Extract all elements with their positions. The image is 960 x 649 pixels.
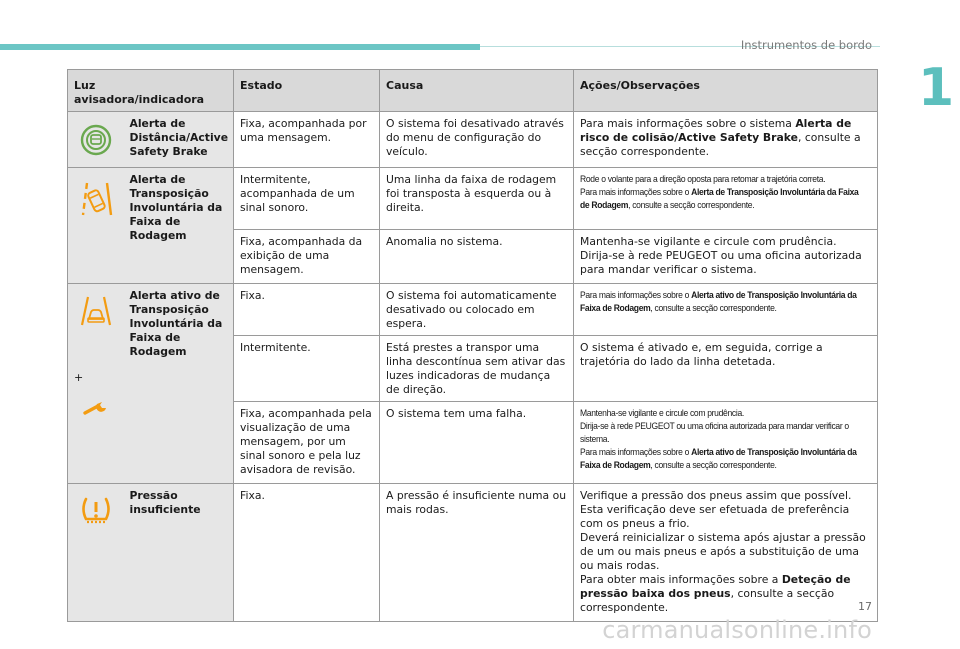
- watermark: carmanualsonline.info: [602, 616, 872, 644]
- estado-cell: Fixa.: [234, 484, 380, 622]
- causa-cell: O sistema foi automaticamente desativado ou colocado em espera.: [380, 284, 574, 336]
- active-lane-icon: [79, 295, 113, 327]
- causa-cell: O sistema foi desativado através do menu de configuração do veículo.: [380, 112, 574, 168]
- column-header: Luz avisadora/indicadora: [68, 70, 234, 112]
- estado-cell: Fixa, acompanhada da exibição de uma mensagem.: [234, 230, 380, 284]
- causa-cell: Anomalia no sistema.: [380, 230, 574, 284]
- warning-lights-table: [67, 69, 878, 622]
- lamp-icon-cell: [68, 112, 124, 168]
- section-title: Instrumentos de bordo: [740, 38, 872, 52]
- lamp-name: Alerta de Distância/Active Safety Brake: [124, 112, 234, 168]
- table-row: [68, 284, 878, 336]
- column-header: Estado: [234, 70, 380, 112]
- plus-sign: +: [74, 371, 84, 384]
- table-row: [68, 484, 878, 622]
- causa-cell: A pressão é insuficiente numa ou mais rodas.: [380, 484, 574, 622]
- acoes-cell: Para mais informações sobre o sistema Alerta de risco de colisão/Active Safety Brake, consulte a secção correspondente.: [574, 112, 878, 168]
- estado-cell: Fixa.: [234, 284, 380, 336]
- causa-cell: Está prestes a transpor uma linha descontínua sem ativar das luzes indicadoras de mudança de direção.: [380, 336, 574, 402]
- causa-cell: Uma linha da faixa de rodagem foi transposta à esquerda ou à direita.: [380, 168, 574, 230]
- causa-cell: O sistema tem uma falha.: [380, 402, 574, 484]
- estado-cell: Fixa, acompanhada pela visualização de uma mensagem, por um sinal sonoro e pela luz avisadora de revisão.: [234, 402, 380, 484]
- lamp-icon-cell: [68, 168, 124, 284]
- chapter-number: 1: [918, 58, 955, 118]
- table-header-row: [68, 70, 878, 112]
- estado-cell: Fixa, acompanhada por uma mensagem.: [234, 112, 380, 168]
- acoes-cell: O sistema é ativado e, em seguida, corrige a trajetória do lado da linha detetada.: [574, 336, 878, 402]
- page-number: 17: [858, 600, 872, 613]
- acoes-cell: Mantenha-se vigilante e circule com prudência. Dirija-se à rede PEUGEOT ou uma oficina autorizada para mandar verificar o sistema. Para mais informações sobre o Alerta ativo de Transposição Involuntária da Faixa de Rodagem, consulte a secção correspondente.: [574, 402, 878, 484]
- acoes-cell: Para mais informações sobre o Alerta ativo de Transposição Involuntária da Faixa de Rodagem, consulte a secção correspondente.: [574, 284, 878, 336]
- lamp-icon-cell: [68, 284, 124, 484]
- acoes-cell: Verifique a pressão dos pneus assim que possível. Esta verificação deve ser efetuada de preferência com os pneus a frio. Deverá reinicializar o sistema após ajustar a pressão de um ou mais pneus e após a substituição de uma ou mais rodas. Para obter mais informações sobre a Deteção de pressão baixa dos pneus, consulte a secção correspondente.: [574, 484, 878, 622]
- estado-cell: Intermitente, acompanhada de um sinal sonoro.: [234, 168, 380, 230]
- table-row: [68, 168, 878, 230]
- lamp-name: Alerta de Transposição Involuntária da Faixa de Rodagem: [124, 168, 234, 284]
- estado-cell: Intermitente.: [234, 336, 380, 402]
- lamp-name: Pressão insuficiente: [124, 484, 234, 622]
- table-row: [68, 112, 878, 168]
- lamp-name: Alerta ativo de Transposição Involuntária da Faixa de Rodagem: [124, 284, 234, 484]
- acoes-cell: Mantenha-se vigilante e circule com prudência. Dirija-se à rede PEUGEOT ou uma oficina autorizada para mandar verificar o sistema.: [574, 230, 878, 284]
- tire-pressure-icon: [79, 495, 113, 525]
- column-header: Ações/Observações: [574, 70, 878, 112]
- header-accent-bar: [0, 44, 480, 50]
- column-header: Causa: [380, 70, 574, 112]
- distance-alert-icon: [79, 123, 113, 157]
- lamp-icon-cell: [68, 484, 124, 622]
- acoes-cell: Rode o volante para a direção oposta para retomar a trajetória correta. Para mais informações sobre o Alerta de Transposição Involuntária da Faixa de Rodagem, consulte a secção correspondente.: [574, 168, 878, 230]
- chapter-tab: [894, 58, 960, 118]
- wrench-icon: [82, 399, 110, 417]
- lane-departure-icon: [79, 179, 113, 219]
